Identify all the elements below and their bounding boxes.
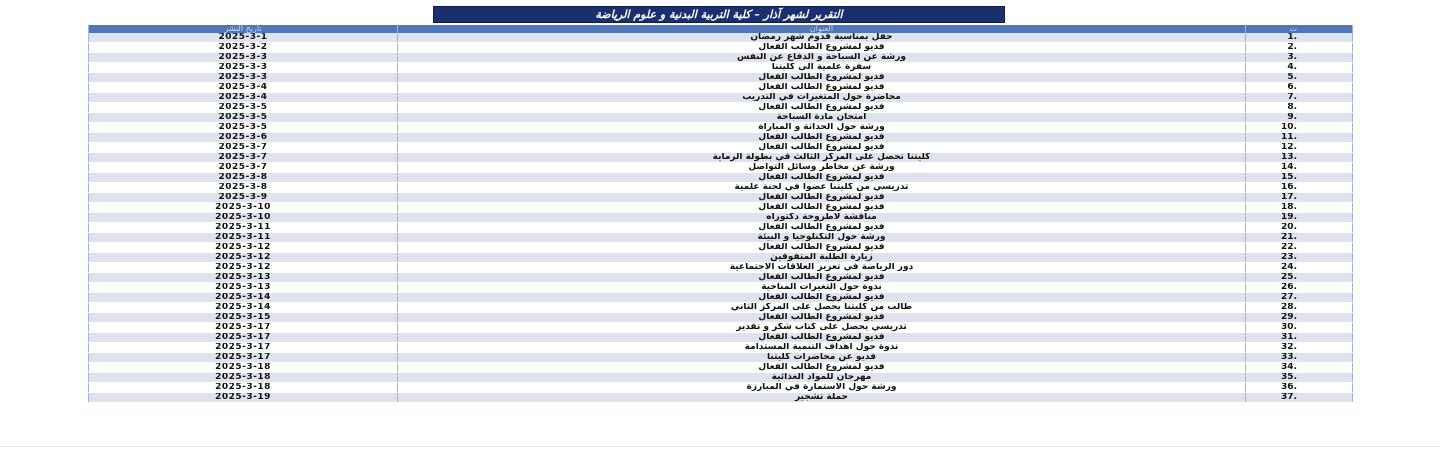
row-date: 2025-3-13 — [89, 283, 398, 293]
row-number: .32 — [1246, 343, 1353, 353]
row-activity: مهرجان للمواد الغذائية — [398, 373, 1246, 383]
table-row — [89, 203, 1353, 213]
table-row — [89, 343, 1353, 353]
table-header-row — [89, 25, 1353, 33]
row-number: .10 — [1246, 123, 1353, 133]
row-activity: فديو لمشروع الطالب الفعال — [398, 173, 1246, 183]
row-activity: محاضرة حول المتغيرات في التدريب — [398, 93, 1246, 103]
row-date: 2025-3-3 — [89, 73, 398, 83]
row-number: .9 — [1246, 113, 1353, 123]
row-activity: فديو لمشروع الطالب الفعال — [398, 223, 1246, 233]
row-activity: زيارة الطلبة المتفوقين — [398, 253, 1246, 263]
row-activity: ورشة عن مخاطر وسائل التواصل — [398, 163, 1246, 173]
row-number: .16 — [1246, 183, 1353, 193]
row-date: 2025-3-5 — [89, 123, 398, 133]
row-number: .1 — [1246, 33, 1353, 43]
table-row — [89, 133, 1353, 143]
header-activity: العنوان — [398, 25, 1246, 33]
row-activity: فديو لمشروع الطالب الفعال — [398, 203, 1246, 213]
table-row — [89, 43, 1353, 53]
row-activity: فديو لمشروع الطالب الفعال — [398, 193, 1246, 203]
table-row — [89, 183, 1353, 193]
table-row — [89, 73, 1353, 83]
row-activity: فديو لمشروع الطالب الفعال — [398, 363, 1246, 373]
table-row — [89, 323, 1353, 333]
table-row — [89, 163, 1353, 173]
table-row — [89, 143, 1353, 153]
row-activity: فديو لمشروع الطالب الفعال — [398, 143, 1246, 153]
table-row — [89, 393, 1353, 403]
row-number: .31 — [1246, 333, 1353, 343]
row-number: .34 — [1246, 363, 1353, 373]
row-date: 2025-3-15 — [89, 313, 398, 323]
row-date: 2025-3-13 — [89, 273, 398, 283]
table-row — [89, 303, 1353, 313]
table-row — [89, 53, 1353, 63]
row-activity: فديو لمشروع الطالب الفعال — [398, 293, 1246, 303]
table-row — [89, 223, 1353, 233]
row-date: 2025-3-5 — [89, 113, 398, 123]
table-row — [89, 313, 1353, 323]
row-activity: فديو لمشروع الطالب الفعال — [398, 333, 1246, 343]
row-number: .3 — [1246, 53, 1353, 63]
row-number: .11 — [1246, 133, 1353, 143]
table-row — [89, 373, 1353, 383]
row-number: .27 — [1246, 293, 1353, 303]
report-title: التقرير لشهر آذار – كلية التربية البدنية و علوم الرياضة — [433, 6, 1005, 23]
row-activity: فديو عن محاضرات كليتنا — [398, 353, 1246, 363]
row-activity: ورشة عن السباحة و الدفاع عن النفس — [398, 53, 1246, 63]
table-row — [89, 63, 1353, 73]
row-activity: فديو لمشروع الطالب الفعال — [398, 43, 1246, 53]
row-date: 2025-3-3 — [89, 53, 398, 63]
table-row — [89, 243, 1353, 253]
row-number: .22 — [1246, 243, 1353, 253]
row-activity: فديو لمشروع الطالب الفعال — [398, 83, 1246, 93]
row-date: 2025-3-17 — [89, 343, 398, 353]
row-number: .12 — [1246, 143, 1353, 153]
row-date: 2025-3-17 — [89, 333, 398, 343]
row-activity: تدريسي يحصل على كتاب شكر و تقدير — [398, 323, 1246, 333]
row-number: .37 — [1246, 393, 1353, 403]
row-number: .33 — [1246, 353, 1353, 363]
table-row — [89, 153, 1353, 163]
row-activity: فديو لمشروع الطالب الفعال — [398, 273, 1246, 283]
row-activity: ورشة حول الاستمارة في المبارزة — [398, 383, 1246, 393]
row-activity: فديو لمشروع الطالب الفعال — [398, 103, 1246, 113]
table-row — [89, 123, 1353, 133]
row-activity: فديو لمشروع الطالب الفعال — [398, 133, 1246, 143]
row-number: .29 — [1246, 313, 1353, 323]
row-activity: ورشة حول الحداثة و المباراة — [398, 123, 1246, 133]
row-activity: تدريسي من كليتنا عضوا في لجنة علمية — [398, 183, 1246, 193]
row-date: 2025-3-18 — [89, 363, 398, 373]
table-row — [89, 113, 1353, 123]
row-activity: كليتنا تحصل على المركز الثالث في بطولة الرماية — [398, 153, 1246, 163]
row-date: 2025-3-11 — [89, 233, 398, 243]
row-date: 2025-3-19 — [89, 393, 398, 403]
row-date: 2025-3-8 — [89, 183, 398, 193]
table-row — [89, 253, 1353, 263]
table-row — [89, 193, 1353, 203]
header-date: تاريخ النشر — [89, 25, 398, 33]
report-table — [88, 25, 1353, 403]
row-date: 2025-3-9 — [89, 193, 398, 203]
table-row — [89, 363, 1353, 373]
row-date: 2025-3-14 — [89, 303, 398, 313]
row-number: .24 — [1246, 263, 1353, 273]
row-date: 2025-3-10 — [89, 203, 398, 213]
row-date: 2025-3-7 — [89, 143, 398, 153]
table-row — [89, 263, 1353, 273]
row-number: .17 — [1246, 193, 1353, 203]
row-number: .23 — [1246, 253, 1353, 263]
row-activity: طالب من كليتنا يحصل على المركز الثاني — [398, 303, 1246, 313]
table-body — [89, 33, 1353, 403]
row-number: .7 — [1246, 93, 1353, 103]
row-date: 2025-3-18 — [89, 373, 398, 383]
row-activity: حفل بمناسبة قدوم شهر رمضان — [398, 33, 1246, 43]
row-number: .28 — [1246, 303, 1353, 313]
row-date: 2025-3-5 — [89, 103, 398, 113]
row-number: .2 — [1246, 43, 1353, 53]
row-date: 2025-3-10 — [89, 213, 398, 223]
row-date: 2025-3-4 — [89, 83, 398, 93]
row-activity: فديو لمشروع الطالب الفعال — [398, 243, 1246, 253]
row-activity: امتحان مادة السباحة — [398, 113, 1246, 123]
row-date: 2025-3-12 — [89, 253, 398, 263]
row-date: 2025-3-14 — [89, 293, 398, 303]
table-row — [89, 273, 1353, 283]
row-number: .20 — [1246, 223, 1353, 233]
row-number: .26 — [1246, 283, 1353, 293]
row-date: 2025-3-6 — [89, 133, 398, 143]
row-number: .18 — [1246, 203, 1353, 213]
table-row — [89, 93, 1353, 103]
row-number: .19 — [1246, 213, 1353, 223]
table-row — [89, 83, 1353, 93]
row-number: .30 — [1246, 323, 1353, 333]
row-number: .4 — [1246, 63, 1353, 73]
row-activity: فديو لمشروع الطالب الفعال — [398, 73, 1246, 83]
row-number: .35 — [1246, 373, 1353, 383]
table-row — [89, 283, 1353, 293]
table-row — [89, 173, 1353, 183]
row-activity: ندوة حول اهداف التنمية المستدامة — [398, 343, 1246, 353]
row-date: 2025-3-17 — [89, 323, 398, 333]
row-date: 2025-3-3 — [89, 63, 398, 73]
row-date: 2025-3-18 — [89, 383, 398, 393]
row-date: 2025-3-7 — [89, 163, 398, 173]
row-number: .25 — [1246, 273, 1353, 283]
table-row — [89, 353, 1353, 363]
row-date: 2025-3-12 — [89, 263, 398, 273]
row-date: 2025-3-2 — [89, 43, 398, 53]
row-date: 2025-3-7 — [89, 153, 398, 163]
table-row — [89, 213, 1353, 223]
table-row — [89, 333, 1353, 343]
table-row — [89, 293, 1353, 303]
row-number: .13 — [1246, 153, 1353, 163]
table-row — [89, 103, 1353, 113]
table-row — [89, 383, 1353, 393]
row-activity: فديو لمشروع الطالب الفعال — [398, 313, 1246, 323]
row-activity: سفرة علمية الى كليتنا — [398, 63, 1246, 73]
row-activity: ندوة حول التغيرات المناخية — [398, 283, 1246, 293]
row-activity: حملة تشجير — [398, 393, 1246, 403]
page-divider — [0, 446, 1440, 447]
row-number: .8 — [1246, 103, 1353, 113]
table-row — [89, 33, 1353, 43]
row-activity: ورشة حول التكنلوجيا و البيئة — [398, 233, 1246, 243]
row-date: 2025-3-11 — [89, 223, 398, 233]
row-date: 2025-3-4 — [89, 93, 398, 103]
row-number: .6 — [1246, 83, 1353, 93]
row-date: 2025-3-12 — [89, 243, 398, 253]
table-row — [89, 233, 1353, 243]
row-activity: مناقشة لاطروحة دكتوراه — [398, 213, 1246, 223]
row-activity: دور الرياضة في تعزيز العلاقات الاجتماعية — [398, 263, 1246, 273]
row-date: 2025-3-1 — [89, 33, 398, 43]
row-number: .5 — [1246, 73, 1353, 83]
row-number: .21 — [1246, 233, 1353, 243]
header-number: ت — [1246, 25, 1353, 33]
row-date: 2025-3-8 — [89, 173, 398, 183]
row-number: .14 — [1246, 163, 1353, 173]
row-number: .36 — [1246, 383, 1353, 393]
row-date: 2025-3-17 — [89, 353, 398, 363]
row-number: .15 — [1246, 173, 1353, 183]
